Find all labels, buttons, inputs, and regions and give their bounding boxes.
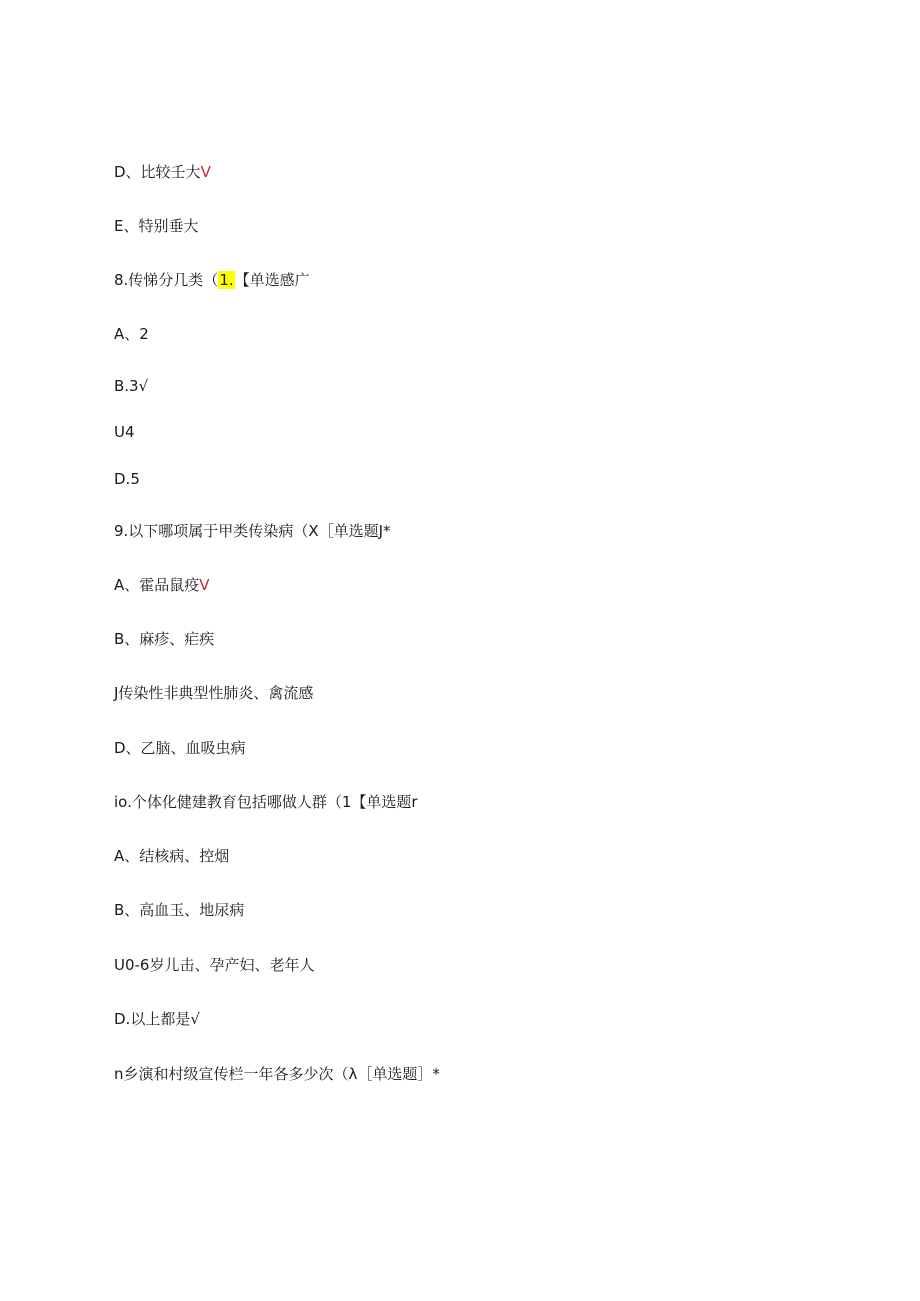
option-a-line [114, 575, 210, 595]
option-text: D.5 [114, 470, 140, 488]
option-c-line [114, 422, 135, 442]
question-8 [114, 270, 310, 290]
question-11 [114, 1064, 440, 1084]
option-c-line [114, 683, 313, 703]
option-d-line [114, 1009, 200, 1029]
option-text: D、比较壬大 [114, 163, 201, 181]
question-text: 9.以下哪项属于甲类传染病（X［单选题J* [114, 522, 391, 540]
option-text: U4 [114, 423, 135, 441]
option-text: D.以上都是√ [114, 1010, 200, 1028]
question-type: 【单选感广 [234, 271, 310, 289]
option-b-line [114, 629, 214, 649]
option-c-line [114, 955, 314, 975]
option-text: U0-6岁儿击、孕产妇、老年人 [114, 956, 315, 974]
question-text: io.个体化健建教育包括哪做人群（1【单选题r [114, 793, 418, 811]
option-text: B、麻疹、疟疾 [114, 630, 215, 648]
option-a-line [114, 324, 149, 344]
option-text: B、高血玉、地尿病 [114, 901, 245, 919]
option-text: A、结核病、控烟 [114, 847, 230, 865]
correct-mark: V [199, 576, 210, 594]
correct-mark: V [200, 163, 211, 181]
question-text: 8.传悌分几类（ [114, 271, 219, 289]
option-text: E、特别垂大 [114, 217, 199, 235]
highlighted-text: 1. [219, 271, 234, 289]
option-b-line [114, 900, 244, 920]
option-d-line [114, 469, 140, 489]
option-a-line [114, 846, 229, 866]
question-10 [114, 792, 418, 812]
question-text: n乡演和村级宣传栏一年各多少次（λ［单选题］* [114, 1065, 440, 1083]
option-d-line [114, 162, 211, 182]
option-text: J传染性非典型性肺炎、禽流感 [114, 684, 314, 702]
option-text: A、2 [114, 325, 149, 343]
option-e-line [114, 216, 198, 236]
option-d-line [114, 738, 246, 758]
option-b-line [114, 376, 148, 396]
question-9 [114, 521, 391, 541]
option-text: B.3√ [114, 377, 149, 395]
option-text: A、霍品鼠疫 [114, 576, 200, 594]
option-text: D、乙脑、血吸虫病 [114, 739, 246, 757]
